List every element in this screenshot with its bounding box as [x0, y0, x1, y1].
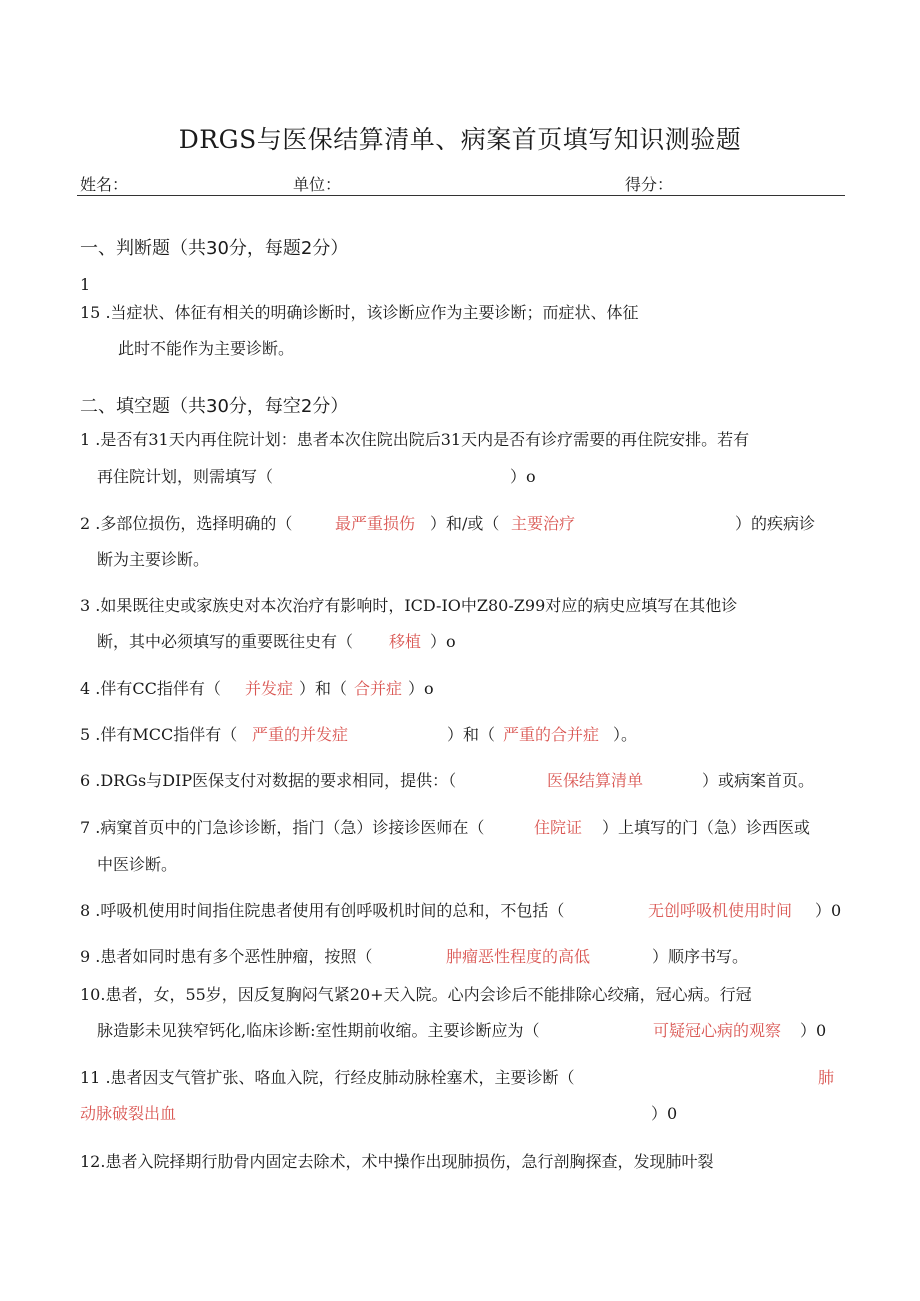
question-10-line1: 10.患者，女，55岁，因反复胸闷气紧20+天入院。心内会诊后不能排除心绞痛，冠心病。行冠	[80, 985, 752, 1004]
question-11-answer-part2: 动脉破裂出血	[80, 1104, 177, 1123]
section-heading-fill-blank: 二、填空题（共30分，每空2分）	[80, 396, 349, 417]
question-4-text-a: 4 .伴有CC指伴有（	[80, 679, 221, 698]
question-11-text-b: ）0	[651, 1104, 678, 1123]
question-3-line1: 3 .如果既往史或家族史对本次治疗有影响时，ICD-IO中Z80-Z99对应的病史应填写在其他诊	[80, 596, 738, 615]
question-9-text-a: 9 .患者如同时患有多个恶性肿瘤，按照（	[80, 947, 373, 966]
question-4-text-c: ）o	[408, 679, 434, 698]
question-6-answer: 医保结算清单	[547, 771, 644, 790]
question-3-text-a: 断，其中必须填写的重要既往史有（	[97, 632, 354, 651]
item-fragment: 1	[80, 275, 91, 294]
question-5-text-b: ）和（	[447, 725, 496, 744]
question-5-answer-2: 严重的合并症	[503, 725, 600, 744]
question-9-answer: 肿瘤恶性程度的高低	[446, 947, 591, 966]
header-divider	[77, 195, 845, 196]
question-4-answer-1: 并发症	[245, 679, 294, 698]
question-8-text-b: ）0	[815, 901, 842, 920]
question-2-line2: 断为主要诊断。	[97, 550, 210, 569]
question-2-text-c: ）的疾病诊	[735, 514, 816, 533]
question-2-text-b: ）和/或（	[430, 514, 500, 533]
question-6-text-b: ）或病案首页。	[702, 771, 815, 790]
question-10-answer: 可疑冠心病的观察	[653, 1021, 782, 1040]
score-label: 得分：	[625, 175, 674, 194]
question-9-text-b: ）顺序书写。	[652, 947, 749, 966]
question-2-text-a: 2 .多部位损伤，选择明确的（	[80, 514, 293, 533]
page-title: DRGS与医保结算清单、病案首页填写知识测验题	[178, 125, 742, 154]
question-4-answer-2: 合并症	[354, 679, 403, 698]
question-5-answer-1: 严重的并发症	[252, 725, 349, 744]
question-7-answer: 住院证	[534, 818, 583, 837]
section-heading-true-false: 一、判断题（共30分，每题2分）	[80, 238, 349, 259]
question-15-line1: 15 .当症状、体征有相关的明确诊断时，该诊断应作为主要诊断；而症状、体征	[80, 303, 639, 322]
question-4-text-b: ）和（	[299, 679, 348, 698]
question-3-text-b: ）o	[430, 632, 456, 651]
question-10-text-b: ）0	[800, 1021, 827, 1040]
question-1-line1: 1 .是否有31天内再住院计划：患者本次住院出院后31天内是否有诊疗需要的再住院安排。若有	[80, 430, 750, 449]
question-10-text-a: 脉造影未见狭窄钙化,临床诊断:室性期前收缩。主要诊断应为（	[97, 1021, 540, 1040]
question-7-text-a: 7 .病窠首页中的门急诊诊断，指门（急）诊接诊医师在（	[80, 818, 485, 837]
unit-label: 单位：	[293, 175, 342, 194]
question-1-line2a: 再住院计划，则需填写（	[97, 467, 274, 486]
question-7-text-b: ）上填写的门（急）诊西医或	[602, 818, 811, 837]
question-11-text-a: 11 .患者因支气管扩张、咯血入院，行经皮肺动脉栓塞术，主要诊断（	[80, 1068, 575, 1087]
name-label: 姓名：	[80, 175, 129, 194]
question-8-text-a: 8 .呼吸机使用时间指住院患者使用有创呼吸机时间的总和，不包括（	[80, 901, 565, 920]
question-8-answer: 无创呼吸机使用时间	[648, 901, 793, 920]
question-2-answer-1: 最严重损伤	[335, 514, 416, 533]
question-15-line2: 此时不能作为主要诊断。	[118, 339, 295, 358]
question-5-text-c: ）。	[613, 725, 638, 744]
question-3-answer: 移植	[389, 632, 422, 651]
question-2-answer-2: 主要治疗	[511, 514, 576, 533]
question-7-line2: 中医诊断。	[97, 855, 178, 874]
question-12-line1: 12.患者入院择期行肋骨内固定去除术，术中操作出现肺损伤，急行剖胸探查，发现肺叶裂	[80, 1152, 714, 1171]
question-6-text-a: 6 .DRGs与DIP医保支付对数据的要求相同，提供：（	[80, 771, 457, 790]
question-1-line2b: ）o	[510, 467, 536, 486]
question-11-answer-part1: 肺	[818, 1068, 835, 1087]
question-5-text-a: 5 .伴有MCC指伴有（	[80, 725, 238, 744]
